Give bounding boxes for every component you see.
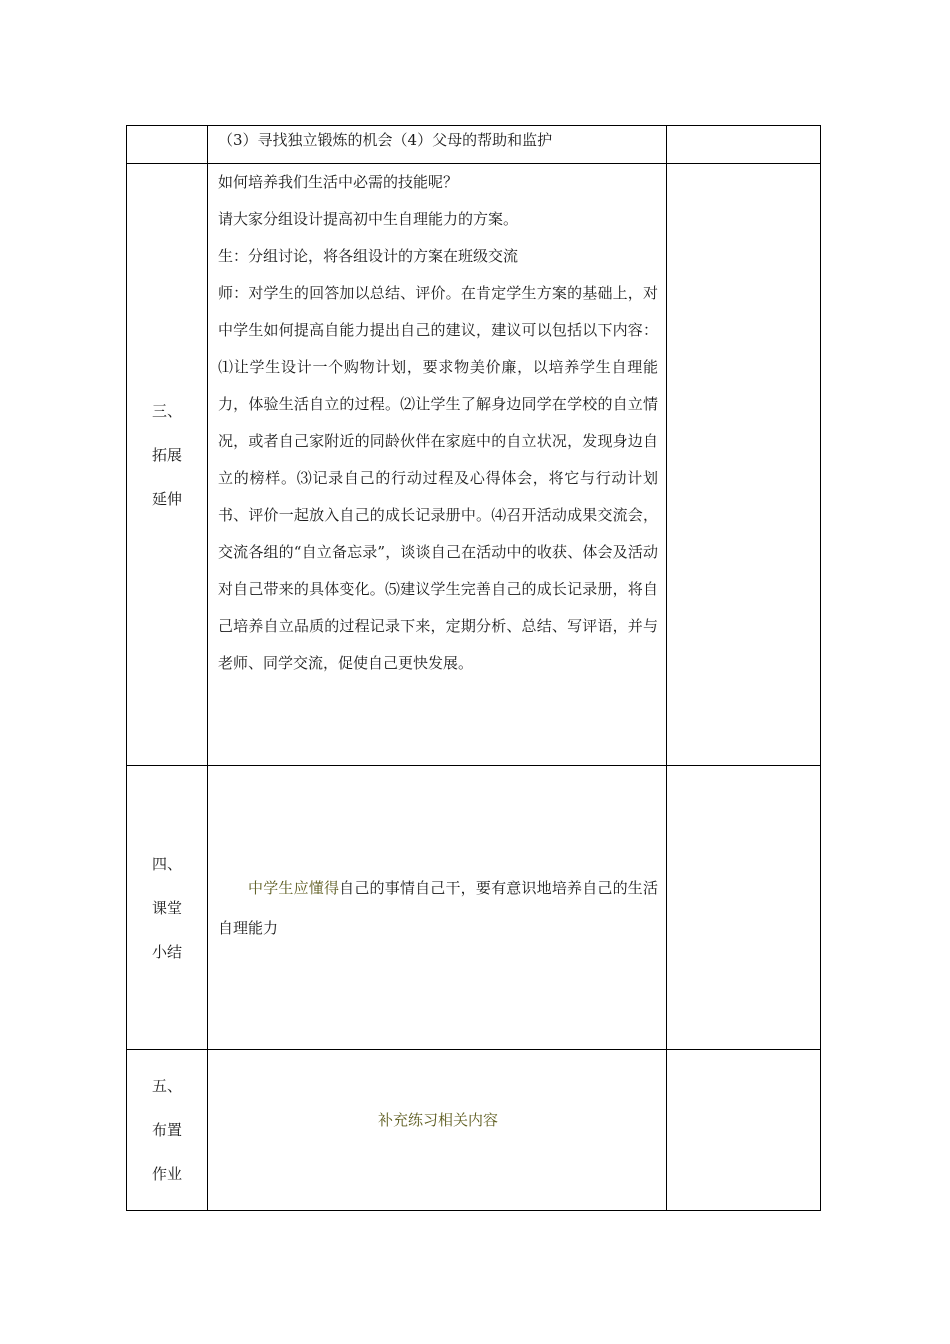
teacher-activity-text: 师：对学生的回答加以总结、评价。在肯定学生方案的基础上，对中学生如何提高自能力提出自己的建议，建议可以包括以下内容：⑴让学生设计一个购物计划，要求物美价廉，以培养学生自理能力，体验生活自立的过程。⑵让学生了解身边同学在学校的自立情况，或者自己家附近的同龄伙伴在家庭中的自立状况，发现身边自立的榜样。⑶记录自己的行动过程及心得体会，将它与行动计划书、评价一起放入自己的成长记录册中。⑷召开活动成果交流会，交流各组的“自立备忘录”，谈谈自己在活动中的收获、体会及活动对自己带来的具体变化。⑸建议学生完善自己的成长记录册，将自己培养自立品质的过程记录下来，定期分析、总结、写评语，并与老师、同学交流，促使自己更快发展。 [218, 284, 658, 672]
student-activity-text: 生：分组讨论，将各组设计的方案在班级交流 [218, 247, 519, 265]
continuation-text: （3）寻找独立锻炼的机会（4）父母的帮助和监护 [218, 131, 553, 149]
label-line: 延伸 [151, 489, 182, 508]
summary-highlight: 中学生应懂得 [248, 878, 340, 897]
question-text: 如何培养我们生活中必需的技能呢？ [218, 173, 459, 191]
label-line: 五、 [151, 1077, 182, 1095]
content-cell [208, 1050, 667, 1211]
notes-cell [667, 1050, 821, 1211]
content-cell [208, 164, 667, 766]
content-cell [208, 766, 667, 1050]
label-line: 三、 [151, 401, 182, 420]
table-row-continuation [127, 126, 821, 164]
notes-cell [667, 766, 821, 1050]
content-cell [208, 126, 667, 164]
row-label-cell [127, 766, 208, 1050]
label-line: 作业 [151, 1165, 182, 1183]
row-label-cell [127, 126, 208, 164]
section-label-homework [127, 1064, 207, 1196]
homework-text: 补充练习相关内容 [377, 1110, 498, 1129]
summary-rest: 自己的事情自己干，要有意识地培养自己的生活自理能力 [218, 878, 658, 937]
section-label-summary [127, 842, 207, 974]
label-line: 课堂 [151, 898, 182, 917]
label-line: 小结 [151, 942, 182, 961]
notes-cell [667, 126, 821, 164]
notes-cell [667, 164, 821, 766]
row-label-cell [127, 164, 208, 766]
label-line: 四、 [151, 854, 182, 873]
section-label-extension [127, 389, 207, 521]
table-row-extension [127, 164, 821, 766]
lesson-plan-table [126, 125, 821, 1211]
table-row-summary [127, 766, 821, 1050]
row-label-cell [127, 1050, 208, 1211]
summary-text [218, 868, 658, 948]
label-line: 布置 [151, 1121, 182, 1139]
table-row-homework [127, 1050, 821, 1211]
label-line: 拓展 [151, 445, 182, 464]
instruction-text: 请大家分组设计提高初中生自理能力的方案。 [218, 210, 519, 228]
